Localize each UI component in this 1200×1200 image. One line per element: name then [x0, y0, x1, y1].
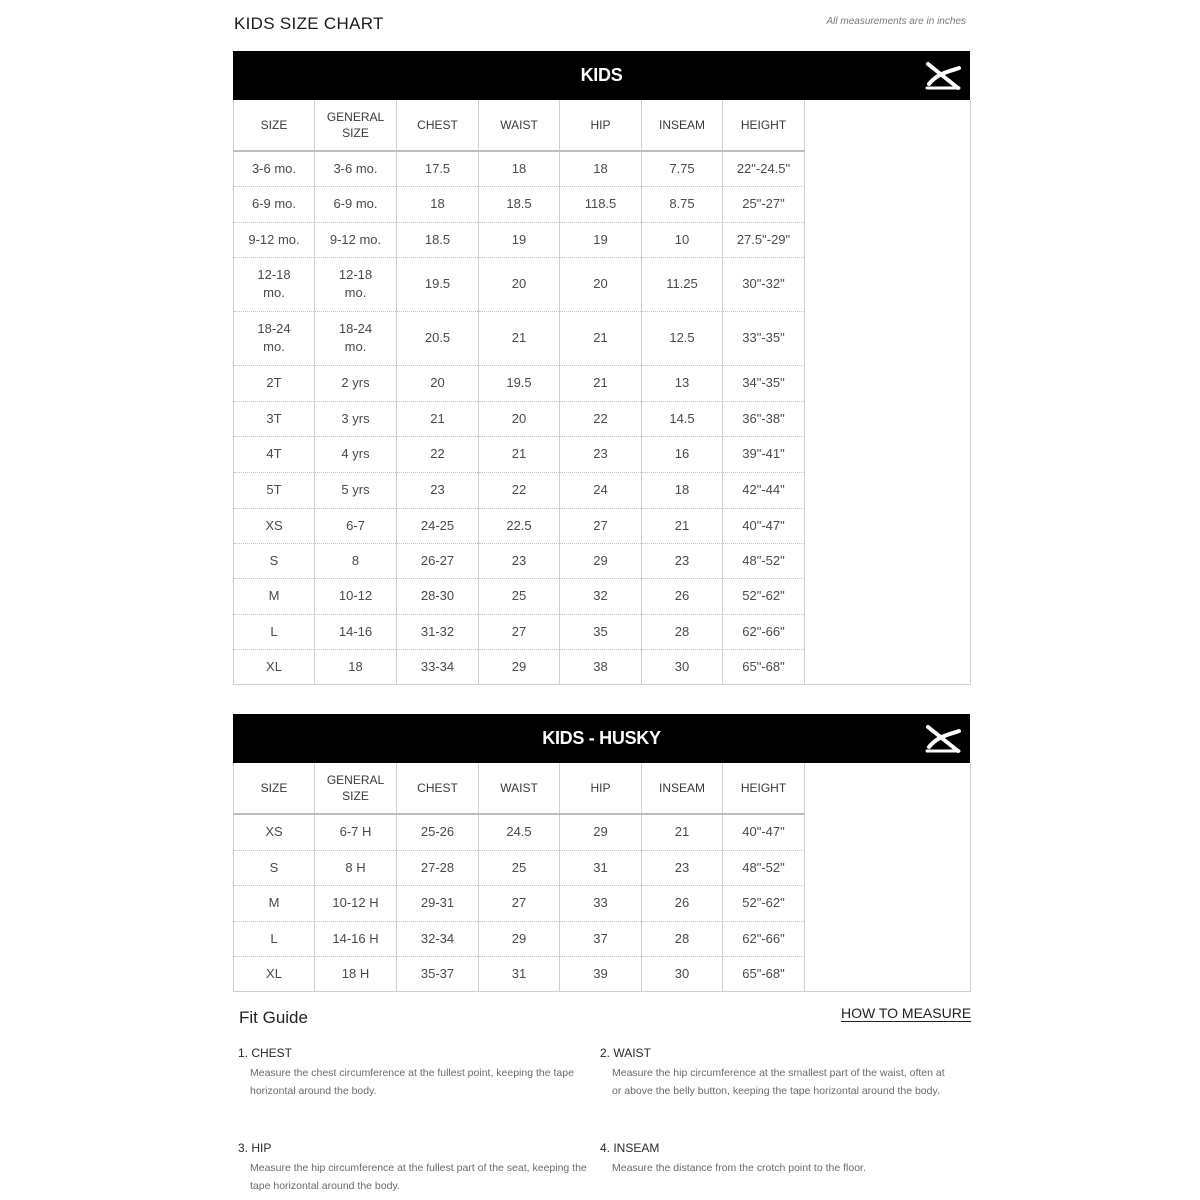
header-chest: CHEST: [397, 763, 479, 814]
kids-size-table: [233, 100, 971, 685]
cell-size: M: [234, 578, 315, 614]
row-spacer: [805, 257, 971, 311]
cell-general-size: 4 yrs: [315, 436, 397, 472]
cell-waist: 24.5: [479, 814, 560, 850]
brand-logo-icon: [924, 721, 962, 755]
table-row: [234, 151, 971, 186]
cell-chest: 19.5: [397, 257, 479, 311]
cell-inseam: 23: [642, 850, 723, 885]
cell-inseam: 12.5: [642, 311, 723, 365]
guide-heading: 2. WAIST: [600, 1046, 651, 1060]
cell-general-size: 8: [315, 543, 397, 578]
guide-heading: 1. CHEST: [238, 1046, 293, 1060]
header-general-size: GENERAL SIZE: [315, 100, 397, 151]
cell-general-size: 18: [315, 649, 397, 684]
guide-text: Measure the hip circumference at the fullest part of the seat, keeping the tape horizontal around the body.: [250, 1162, 587, 1192]
cell-chest: 28-30: [397, 578, 479, 614]
cell-inseam: 21: [642, 814, 723, 850]
row-spacer: [805, 921, 971, 956]
cell-chest: 29-31: [397, 885, 479, 921]
cell-hip: 39: [560, 956, 642, 991]
cell-hip: 21: [560, 311, 642, 365]
row-spacer: [805, 436, 971, 472]
cell-waist: 22: [479, 472, 560, 508]
cell-chest: 20.5: [397, 311, 479, 365]
cell-inseam: 23: [642, 543, 723, 578]
cell-height: 25"-27": [723, 186, 805, 222]
brand-logo-icon: [924, 58, 962, 92]
cell-chest: 25-26: [397, 814, 479, 850]
header-general-size: GENERAL SIZE: [315, 763, 397, 814]
table-row: [234, 401, 971, 436]
cell-general-size: 3-6 mo.: [315, 151, 397, 186]
row-spacer: [805, 614, 971, 649]
how-to-measure-link[interactable]: HOW TO MEASURE: [841, 1005, 972, 1021]
cell-inseam: 11.25: [642, 257, 723, 311]
table-row: [234, 649, 971, 684]
guide-item-waist: [600, 1046, 950, 1100]
table-row: [234, 436, 971, 472]
table-row: [234, 257, 971, 311]
table-row: [234, 885, 971, 921]
row-spacer: [805, 850, 971, 885]
husky-size-table-block: [233, 714, 970, 992]
header-waist: WAIST: [479, 100, 560, 151]
cell-hip: 20: [560, 257, 642, 311]
cell-waist: 19: [479, 222, 560, 257]
cell-chest: 27-28: [397, 850, 479, 885]
kids-table-banner: [233, 51, 970, 100]
cell-chest: 32-34: [397, 921, 479, 956]
cell-height: 40"-47": [723, 508, 805, 543]
husky-table-banner: [233, 714, 970, 763]
cell-height: 52"-62": [723, 578, 805, 614]
table-row: [234, 508, 971, 543]
cell-inseam: 10: [642, 222, 723, 257]
cell-general-size: 18-24 mo.: [315, 311, 397, 365]
row-spacer: [805, 365, 971, 401]
cell-height: 40"-47": [723, 814, 805, 850]
cell-general-size: 10-12: [315, 578, 397, 614]
table-row: [234, 956, 971, 991]
cell-size: XL: [234, 956, 315, 991]
husky-table-body: [234, 814, 971, 991]
cell-size: 18-24 mo.: [234, 311, 315, 365]
table-row: [234, 814, 971, 850]
row-spacer: [805, 508, 971, 543]
table-row: [234, 472, 971, 508]
cell-size: 12-18 mo.: [234, 257, 315, 311]
cell-height: 39"-41": [723, 436, 805, 472]
row-spacer: [805, 543, 971, 578]
cell-general-size: 14-16: [315, 614, 397, 649]
cell-waist: 25: [479, 850, 560, 885]
guide-item-inseam: [600, 1141, 950, 1177]
guide-heading: 3. HIP: [238, 1141, 272, 1155]
cell-chest: 35-37: [397, 956, 479, 991]
cell-inseam: 30: [642, 956, 723, 991]
table-header-row: [234, 100, 971, 151]
cell-height: 36"-38": [723, 401, 805, 436]
kids-size-table-block: [233, 51, 970, 685]
cell-height: 33"-35": [723, 311, 805, 365]
cell-waist: 22.5: [479, 508, 560, 543]
cell-size: 3-6 mo.: [234, 151, 315, 186]
guide-text: Measure the distance from the crotch point to the floor.: [612, 1162, 866, 1174]
guide-heading: 4. INSEAM: [600, 1141, 660, 1155]
table-row: [234, 921, 971, 956]
cell-hip: 21: [560, 365, 642, 401]
cell-hip: 27: [560, 508, 642, 543]
cell-inseam: 28: [642, 921, 723, 956]
cell-waist: 23: [479, 543, 560, 578]
cell-chest: 31-32: [397, 614, 479, 649]
cell-height: 34"-35": [723, 365, 805, 401]
header-hip: HIP: [560, 100, 642, 151]
cell-waist: 20: [479, 257, 560, 311]
cell-chest: 22: [397, 436, 479, 472]
row-spacer: [805, 222, 971, 257]
cell-waist: 21: [479, 436, 560, 472]
measurement-note: All measurements are in inches: [826, 16, 966, 27]
header-size: SIZE: [234, 763, 315, 814]
cell-general-size: 6-7 H: [315, 814, 397, 850]
row-spacer: [805, 578, 971, 614]
cell-height: 22"-24.5": [723, 151, 805, 186]
row-spacer: [805, 814, 971, 850]
cell-hip: 33: [560, 885, 642, 921]
cell-chest: 21: [397, 401, 479, 436]
row-spacer: [805, 186, 971, 222]
table-row: [234, 578, 971, 614]
cell-inseam: 13: [642, 365, 723, 401]
kids-table-body: [234, 151, 971, 684]
cell-chest: 33-34: [397, 649, 479, 684]
cell-waist: 31: [479, 956, 560, 991]
header-inseam: INSEAM: [642, 100, 723, 151]
cell-inseam: 14.5: [642, 401, 723, 436]
guide-text: Measure the hip circumference at the smallest part of the waist, often at or above the belly button, keeping the tape horizontal around the body.: [612, 1067, 945, 1097]
header-hip: HIP: [560, 763, 642, 814]
cell-height: 52"-62": [723, 885, 805, 921]
cell-size: XS: [234, 508, 315, 543]
row-spacer: [805, 311, 971, 365]
header-height: HEIGHT: [723, 100, 805, 151]
cell-height: 62"-66": [723, 921, 805, 956]
cell-height: 48"-52": [723, 850, 805, 885]
table-row: [234, 186, 971, 222]
cell-size: 3T: [234, 401, 315, 436]
cell-chest: 18: [397, 186, 479, 222]
cell-waist: 29: [479, 921, 560, 956]
cell-waist: 25: [479, 578, 560, 614]
cell-inseam: 16: [642, 436, 723, 472]
cell-hip: 29: [560, 814, 642, 850]
cell-chest: 18.5: [397, 222, 479, 257]
cell-size: S: [234, 543, 315, 578]
cell-chest: 26-27: [397, 543, 479, 578]
cell-general-size: 10-12 H: [315, 885, 397, 921]
cell-size: XL: [234, 649, 315, 684]
cell-general-size: 3 yrs: [315, 401, 397, 436]
cell-general-size: 12-18 mo.: [315, 257, 397, 311]
header-waist: WAIST: [479, 763, 560, 814]
table-row: [234, 614, 971, 649]
cell-general-size: 14-16 H: [315, 921, 397, 956]
cell-general-size: 8 H: [315, 850, 397, 885]
cell-waist: 21: [479, 311, 560, 365]
cell-hip: 18: [560, 151, 642, 186]
cell-chest: 24-25: [397, 508, 479, 543]
cell-waist: 27: [479, 614, 560, 649]
row-spacer: [805, 649, 971, 684]
cell-hip: 37: [560, 921, 642, 956]
cell-hip: 31: [560, 850, 642, 885]
row-spacer: [805, 151, 971, 186]
cell-height: 42"-44": [723, 472, 805, 508]
cell-height: 62"-66": [723, 614, 805, 649]
cell-hip: 24: [560, 472, 642, 508]
header-chest: CHEST: [397, 100, 479, 151]
cell-size: 4T: [234, 436, 315, 472]
cell-inseam: 18: [642, 472, 723, 508]
fit-guide-title: Fit Guide: [239, 1008, 308, 1027]
row-spacer: [805, 885, 971, 921]
cell-general-size: 6-9 mo.: [315, 186, 397, 222]
cell-inseam: 28: [642, 614, 723, 649]
table-row: [234, 311, 971, 365]
cell-inseam: 26: [642, 885, 723, 921]
cell-size: L: [234, 614, 315, 649]
cell-hip: 38: [560, 649, 642, 684]
cell-general-size: 6-7: [315, 508, 397, 543]
cell-hip: 22: [560, 401, 642, 436]
cell-general-size: 2 yrs: [315, 365, 397, 401]
cell-waist: 27: [479, 885, 560, 921]
guide-item-hip: [238, 1141, 588, 1195]
row-spacer: [805, 472, 971, 508]
row-spacer: [805, 956, 971, 991]
cell-hip: 118.5: [560, 186, 642, 222]
cell-hip: 35: [560, 614, 642, 649]
cell-inseam: 30: [642, 649, 723, 684]
cell-waist: 19.5: [479, 365, 560, 401]
cell-chest: 23: [397, 472, 479, 508]
header-size: SIZE: [234, 100, 315, 151]
cell-size: S: [234, 850, 315, 885]
header-spacer: [805, 763, 971, 814]
cell-hip: 32: [560, 578, 642, 614]
cell-size: M: [234, 885, 315, 921]
table-row: [234, 365, 971, 401]
cell-chest: 17.5: [397, 151, 479, 186]
cell-inseam: 21: [642, 508, 723, 543]
cell-height: 65"-68": [723, 956, 805, 991]
guide-item-chest: [238, 1046, 588, 1100]
cell-waist: 29: [479, 649, 560, 684]
cell-size: XS: [234, 814, 315, 850]
cell-height: 48"-52": [723, 543, 805, 578]
cell-size: 6-9 mo.: [234, 186, 315, 222]
row-spacer: [805, 401, 971, 436]
guide-text: Measure the chest circumference at the fullest point, keeping the tape horizontal around the body.: [250, 1067, 574, 1097]
cell-size: 5T: [234, 472, 315, 508]
cell-height: 65"-68": [723, 649, 805, 684]
cell-inseam: 26: [642, 578, 723, 614]
header-height: HEIGHT: [723, 763, 805, 814]
cell-hip: 19: [560, 222, 642, 257]
cell-waist: 18.5: [479, 186, 560, 222]
cell-chest: 20: [397, 365, 479, 401]
cell-waist: 20: [479, 401, 560, 436]
cell-hip: 23: [560, 436, 642, 472]
cell-size: 9-12 mo.: [234, 222, 315, 257]
cell-height: 27.5"-29": [723, 222, 805, 257]
husky-table-title: KIDS - HUSKY: [542, 728, 661, 748]
table-row: [234, 543, 971, 578]
header-inseam: INSEAM: [642, 763, 723, 814]
table-header-row: [234, 763, 971, 814]
cell-size: 2T: [234, 365, 315, 401]
cell-general-size: 18 H: [315, 956, 397, 991]
table-row: [234, 850, 971, 885]
cell-hip: 29: [560, 543, 642, 578]
husky-size-table: [233, 763, 971, 992]
cell-height: 30"-32": [723, 257, 805, 311]
cell-size: L: [234, 921, 315, 956]
cell-inseam: 8.75: [642, 186, 723, 222]
cell-inseam: 7.75: [642, 151, 723, 186]
cell-general-size: 5 yrs: [315, 472, 397, 508]
table-row: [234, 222, 971, 257]
cell-waist: 18: [479, 151, 560, 186]
page-title: KIDS SIZE CHART: [234, 14, 384, 33]
cell-general-size: 9-12 mo.: [315, 222, 397, 257]
kids-table-title: KIDS: [580, 65, 623, 85]
header-spacer: [805, 100, 971, 151]
